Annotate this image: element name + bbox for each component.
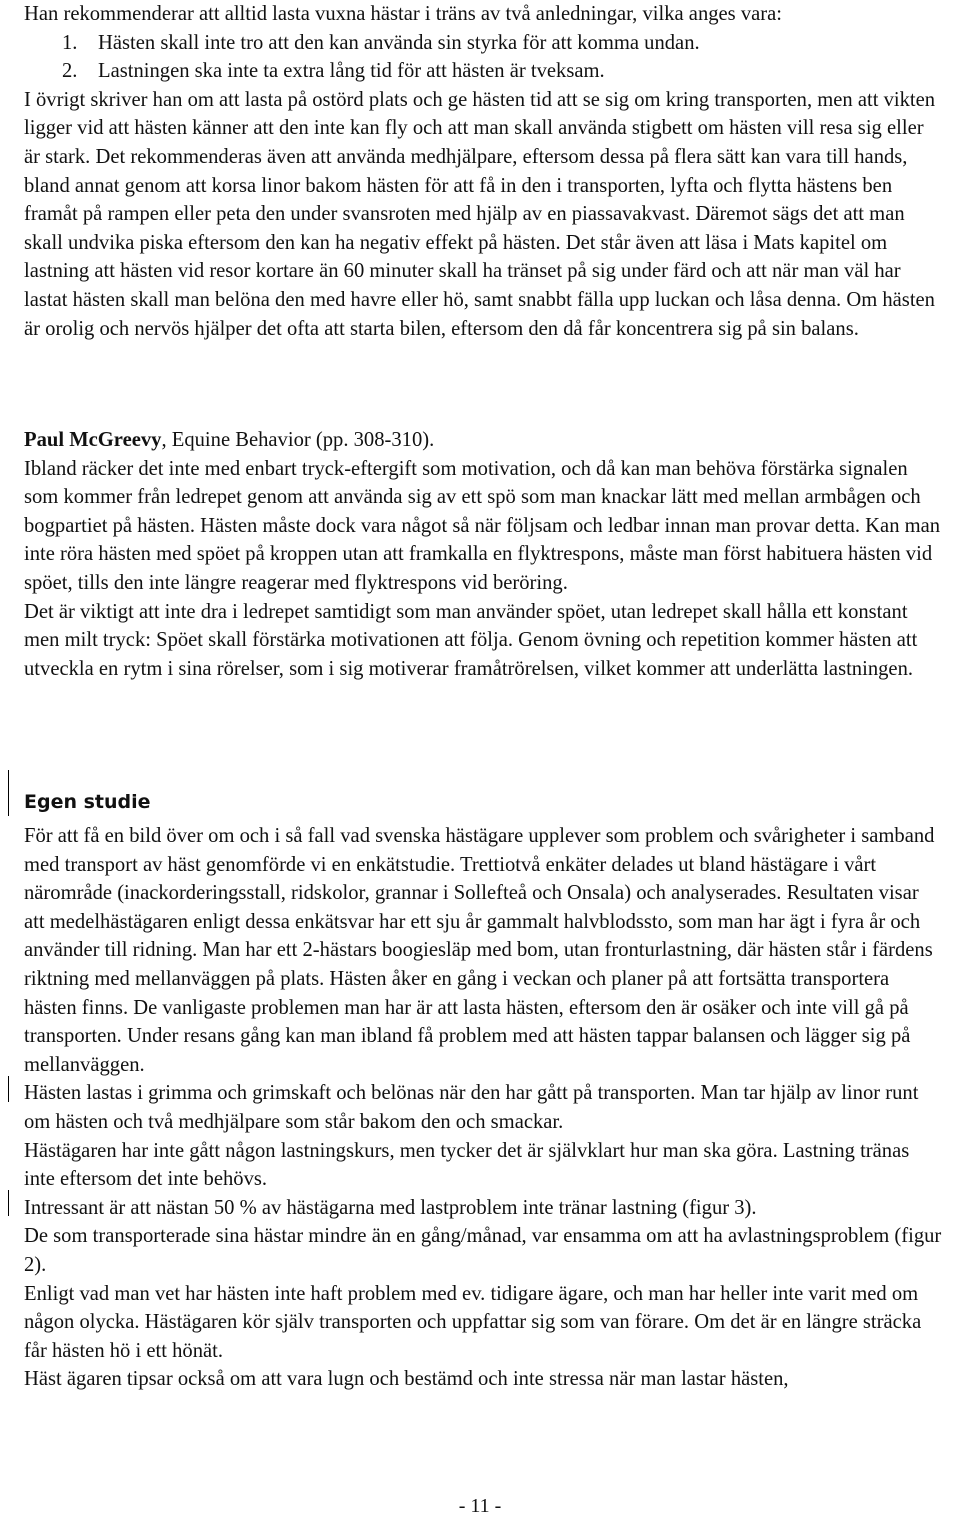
reference-section [24, 426, 944, 683]
list-item [24, 57, 944, 86]
revision-bar [8, 770, 9, 816]
list-text: Lastningen ska inte ta extra lång tid för att hästen är tveksam. [98, 60, 605, 83]
paragraph: De som transporterade sina hästar mindre än en gång/månad, var ensamma om att ha avlastningsproblem (figur 2). [24, 1225, 942, 1276]
list-item [24, 29, 944, 58]
paragraph: För att få en bild över om och i så fall vad svenska hästägare upplever som problem och svårigheter i samband med transport av häst genomförde vi en enkätstudie. Trettiotvå enkäter delades ut bland hästägare i vårt närområde (inackorderingsstall, ridskolor, grannar i Sollefteå och Onsala) och analyserades. Resultaten visar att medelhästägaren enligt dessa enkätsvar har ett sju år gammalt halvblodssto, som man har ägt i fyra år och använder till ridning. Man har ett 2-hästars boogiesläp med bom, utan fronturlastning, där hästen står i färdens riktning med mellanväggen på plats. Hästen åker en gång i veckan och planer på att fortsätta transportera hästen finns. De vanligaste problemen man har är att lasta hästen, eftersom den är osäker och inte vill gå på transporten. Under resans gång kan man ibland få problem med att hästen tappar balansen och lägger sig på mellanväggen. [24, 825, 935, 1076]
paragraph: I övrigt skriver han om att lasta på ostörd plats och ge hästen tid att se sig om kring transporten, men att vikten ligger vid att hästen känner att den inte kan fly och att man skall använda stigbett om hästen vill resa sig eller är stark. Det rekommenderas även att använda medhjälpare, eftersom dessa på flera sätt kan vara till hands, bland annat genom att korsa linor bakom hästen för att få in den i transporten, lyfta och flytta hästens ben framåt på rampen eller peta den under svansroten med hjälp av en piassavakvast. Däremot sägs det att man skall undvika piska eftersom den kan ha negativ effekt på hästen. Det står även att läsa i Mats kapitel om lastning att hästen vid resor kortare än 60 minuter skall ha tränset på sig under färd och att när man väl har lastat hästen skall man belöna den med havre eller hö, samt snabbt fälla upp luckan och låsa denna. Om hästen är orolig och nervös hjälper det ofta att starta bilen, eftersom den då får koncentrera sig på sin balans. [24, 88, 936, 340]
paragraph: Ibland räcker det inte med enbart tryck-eftergift som motivation, och då kan man behöva förstärka signalen som kommer från ledrepet genom att använda sig av ett spö som man knackar lätt med mellan armbågen och bogpartiet på hästen. Hästen måste dock vara något så när följsam och ledbar innan man provar detta. Kan man inte röra hästen med spöet på kroppen utan att framkalla en flyktrespons, måste man först habituera hästen vid spöet, tills den inte längre reagerar med flyktrespons vid beröring. [24, 457, 941, 594]
paragraph: Hästen lastas i grimma och grimskaft och belönas när den har gått på transporten. Man tar hjälp av linor runt om hästen och två medhjälpare som står bakom den och smackar. [24, 1082, 919, 1133]
paragraph: Intressant är att nästan 50 % av hästägarna med lastproblem inte tränar lastning (figur 3). [24, 1196, 757, 1219]
paragraph: Enligt vad man vet har hästen inte haft problem med ev. tidigare ägare, och man har heller inte varit med om någon olycka. Hästägaren kör själv transporten och uppfattar sig som van förare. Om det är en längre sträcka får hästen hö i ett hönät. [24, 1282, 922, 1362]
reference-line [24, 426, 944, 455]
list-text: Hästen skall inte tro att den kan använda sin styrka för att komma undan. [98, 31, 700, 54]
page-number: - 11 - [458, 1495, 502, 1517]
list-number: 1. [62, 31, 78, 54]
paragraph: Hästägaren har inte gått någon lastningskurs, men tycker det är självklart hur man ska göra. Lastning tränas inte eftersom det inte behövs. [24, 1139, 910, 1191]
revision-bar [8, 1076, 9, 1102]
intro-section [24, 0, 944, 343]
reference-source: , Equine Behavior (pp. 308-310). [161, 429, 435, 451]
intro-line: Han rekommenderar att alltid lasta vuxna hästar i träns av två anledningar, vilka anges vara: [24, 3, 782, 25]
paragraph: Häst ägaren tipsar också om att vara lugn och bestämd och inte stressa när man lastar hästen, [24, 1368, 789, 1391]
reference-author: Paul McGreevy [24, 429, 162, 451]
paragraph: Det är viktigt att inte dra i ledrepet samtidigt som man använder spöet, utan ledrepet skall hålla ett konstant men milt tryck: Spöet skall förstärka motivationen att följa. Genom övning och repetition kommer hästen att utveckla en rytm i sina rörelser, som i sig motiverar framåtrörelsen, vilket kommer att underlätta lastningen. [24, 600, 918, 680]
reason-list [24, 29, 944, 86]
study-section [24, 822, 944, 1394]
list-number: 2. [62, 60, 78, 83]
revision-bar [8, 1190, 9, 1216]
section-heading: Egen studie [24, 791, 151, 813]
